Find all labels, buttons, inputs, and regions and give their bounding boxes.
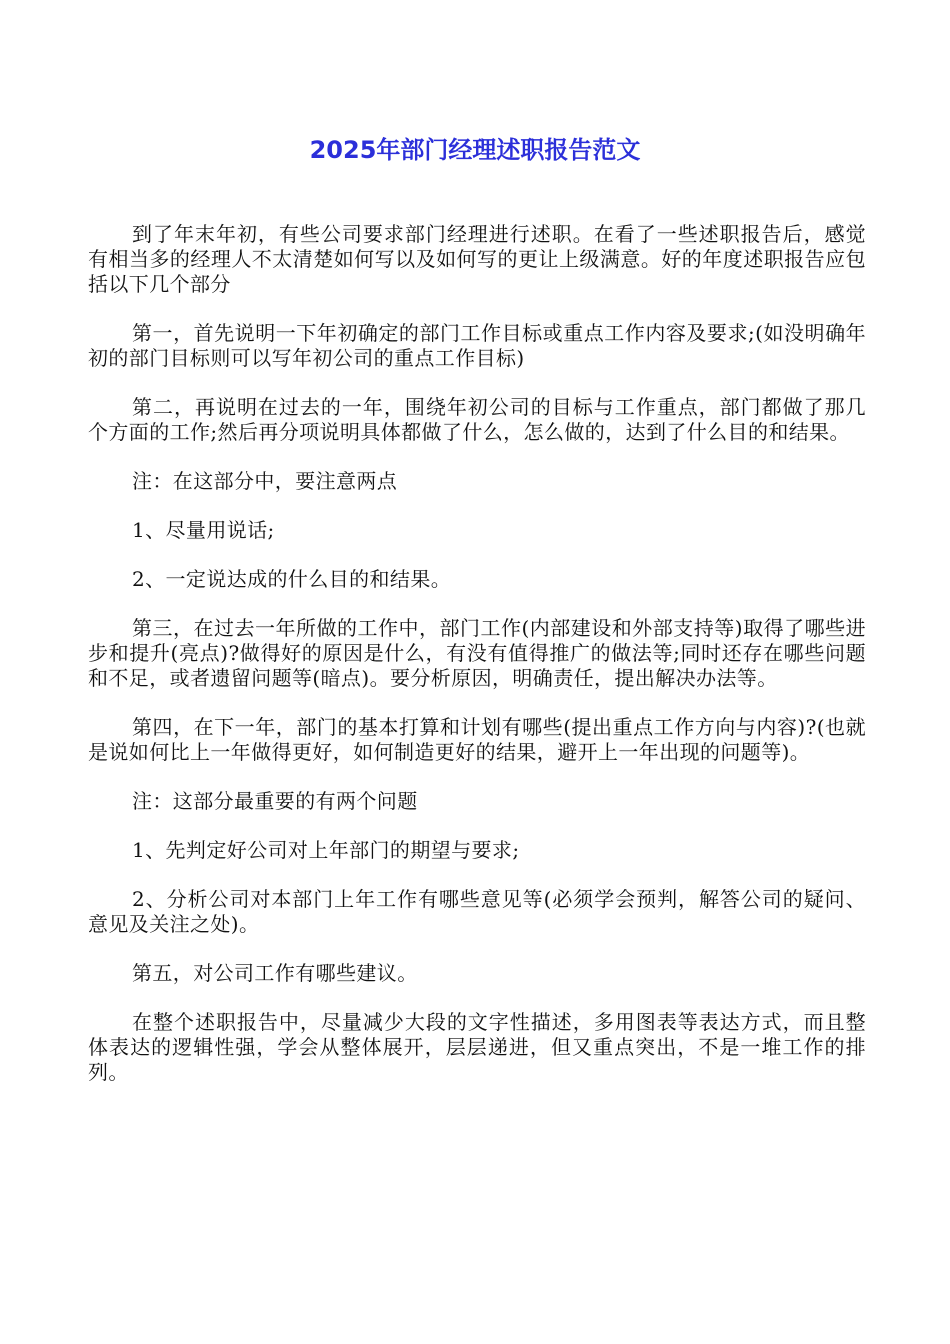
paragraph-note-one: 注：在这部分中，要注意两点	[132, 469, 398, 493]
document-title: 2025年部门经理述职报告范文	[309, 136, 641, 164]
paragraph-part-one: 第一，首先说明一下年初确定的部门工作目标或重点工作内容及要求;(如没明确年初的部门目标则可以写年初公司的重点工作目标)	[88, 321, 866, 370]
paragraph-note-two: 注：这部分最重要的有两个问题	[132, 789, 418, 813]
paragraph-part-five: 第五，对公司工作有哪些建议。	[132, 961, 418, 985]
paragraph-part-two: 第二，再说明在过去的一年，围绕年初公司的目标与工作重点，部门都做了那几个方面的工作;然后再分项说明具体都做了什么，怎么做的，达到了什么目的和结果。	[88, 395, 866, 444]
document-body	[88, 222, 866, 1109]
paragraph-intro: 到了年末年初，有些公司要求部门经理进行述职。在看了一些述职报告后，感觉有相当多的经理人不太清楚如何写以及如何写的更让上级满意。好的年度述职报告应包括以下几个部分	[88, 222, 866, 296]
paragraph-note-one-item-1: 1、尽量用说话;	[132, 518, 275, 542]
paragraph-note-two-item-1: 1、先判定好公司对上年部门的期望与要求;	[132, 838, 520, 862]
paragraph-note-two-item-2: 2、分析公司对本部门上年工作有哪些意见等(必须学会预判，解答公司的疑问、意见及关注之处)。	[88, 887, 866, 936]
paragraph-conclusion: 在整个述职报告中，尽量减少大段的文字性描述，多用图表等表达方式，而且整体表达的逻辑性强，学会从整体展开，层层递进，但又重点突出，不是一堆工作的排列。	[88, 1010, 866, 1084]
paragraph-note-one-item-2: 2、一定说达成的什么目的和结果。	[132, 567, 452, 591]
paragraph-part-four: 第四，在下一年，部门的基本打算和计划有哪些(提出重点工作方向与内容)?(也就是说如何比上一年做得更好，如何制造更好的结果，避开上一年出现的问题等)。	[88, 715, 866, 764]
paragraph-part-three: 第三，在过去一年所做的工作中，部门工作(内部建设和外部支持等)取得了哪些进步和提升(亮点)?做得好的原因是什么，有没有值得推广的做法等;同时还存在哪些问题和不足，或者遗留问题等(暗点)。要分析原因，明确责任，提出解决办法等。	[88, 616, 866, 690]
